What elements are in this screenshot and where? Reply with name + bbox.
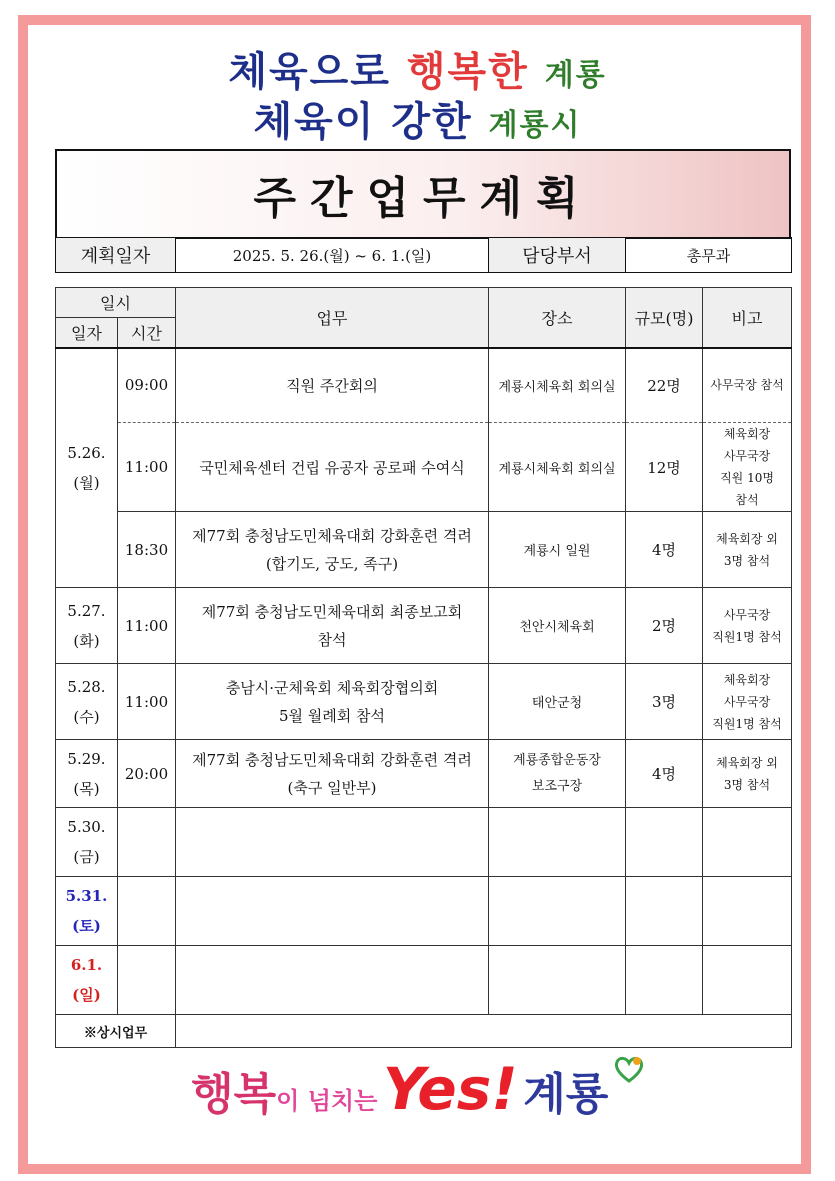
task-line: 제77회 충청남도민체육대회 강화훈련 격려: [192, 750, 472, 769]
title-box: [55, 149, 791, 239]
slogan-text: 강한: [391, 99, 473, 145]
time-cell: 11:00: [118, 423, 176, 512]
time-cell: [118, 946, 176, 1015]
date-cell: [56, 588, 118, 664]
note-line: 체육회장 외: [716, 531, 778, 546]
task-cell: 직원 주간회의: [176, 348, 489, 423]
weekday-text: (목): [73, 779, 100, 798]
time-cell: 11:00: [118, 588, 176, 664]
place-line: 보조구장: [531, 778, 583, 794]
header-task: 업무: [176, 288, 489, 348]
task-cell: [176, 512, 489, 588]
note-line: 체육회장 외: [716, 755, 778, 770]
task-line: 5월 월례회 참석: [279, 706, 386, 725]
task-cell: [176, 877, 489, 946]
task-line: 제77회 충청남도민체육대회 최종보고회: [201, 602, 463, 621]
dept-label: 담당부서: [489, 238, 626, 273]
weekday-text: (금): [73, 848, 100, 866]
plan-date-value: 2025. 5. 26.(월) ~ 6. 1.(일): [176, 238, 489, 273]
date-cell: [56, 946, 118, 1015]
task-cell: [176, 740, 489, 808]
footer-text: Yes!: [382, 1055, 518, 1123]
note-line: 직원 10명: [720, 471, 774, 485]
date-cell: [56, 664, 118, 740]
date-cell: [56, 348, 118, 588]
date-cell: [56, 877, 118, 946]
slogan-text: 체육으로: [228, 49, 391, 95]
place-cell: [489, 946, 626, 1015]
task-line: (합기도, 궁도, 족구): [265, 554, 399, 573]
task-line: (축구 일반부): [287, 778, 377, 797]
weekday-text: (일): [72, 986, 101, 1004]
dept-value: 총무과: [626, 238, 792, 273]
header-date: 일자: [56, 318, 118, 348]
footer-text: 행복: [191, 1069, 277, 1120]
place-cell: 천안시체육회: [489, 588, 626, 664]
date-text: 5.31.: [65, 887, 108, 905]
footer-text: 계룡: [523, 1069, 609, 1120]
note-cell: [703, 664, 792, 740]
info-table: [55, 237, 792, 273]
note-cell: [703, 808, 792, 877]
note-line: 체육회장: [723, 427, 771, 441]
task-cell: 국민체육센터 건립 유공자 공로패 수여식: [176, 423, 489, 512]
task-cell: [176, 664, 489, 740]
date-text: 6.1.: [70, 956, 103, 974]
weekday-text: (수): [73, 707, 100, 726]
date-text: 5.28.: [67, 677, 106, 696]
weekday-text: (월): [73, 473, 100, 492]
date-cell: [56, 740, 118, 808]
slogan-line-1: [0, 40, 835, 97]
note-line: 사무국장: [723, 694, 771, 709]
task-line: 참석: [317, 630, 347, 649]
note-cell: [703, 512, 792, 588]
date-cell: [56, 808, 118, 877]
date-text: 5.27.: [67, 601, 106, 620]
footer-text: 이 넘치는: [276, 1087, 378, 1115]
place-cell: [489, 877, 626, 946]
place-cell: [489, 808, 626, 877]
header-place: 장소: [489, 288, 626, 348]
task-line: 제77회 충청남도민체육대회 강화훈련 격려: [192, 526, 472, 545]
note-line: 참석: [735, 493, 759, 507]
scale-cell: 4명: [626, 740, 703, 808]
task-cell: [176, 588, 489, 664]
scale-cell: [626, 946, 703, 1015]
date-text: 5.30.: [67, 818, 106, 836]
task-cell: [176, 946, 489, 1015]
time-cell: 11:00: [118, 664, 176, 740]
place-cell: [489, 740, 626, 808]
routine-label: ※상시업무: [56, 1015, 176, 1048]
scale-cell: 2명: [626, 588, 703, 664]
note-cell: [703, 946, 792, 1015]
plan-date-label: 계획일자: [56, 238, 176, 273]
date-text: 5.26.: [67, 443, 106, 462]
note-cell: [703, 588, 792, 664]
note-cell: [703, 740, 792, 808]
place-line: 계룡종합운동장: [513, 752, 601, 768]
scale-cell: 4명: [626, 512, 703, 588]
task-line: 충남시·군체육회 체육회장협의회: [225, 678, 439, 697]
slogan-line-2: [0, 90, 835, 147]
time-cell: 18:30: [118, 512, 176, 588]
note-cell: [703, 348, 792, 423]
header-datetime: 일시: [56, 288, 176, 318]
header-note: 비고: [703, 288, 792, 348]
slogan-text: 계룡: [544, 58, 607, 93]
place-cell: 계룡시체육회 회의실: [489, 423, 626, 512]
note-line: 사무국장: [723, 607, 771, 622]
note-line: 체육회장: [723, 672, 771, 687]
weekday-text: (토): [72, 917, 101, 935]
time-cell: 09:00: [118, 348, 176, 423]
date-text: 5.29.: [67, 749, 106, 768]
time-cell: [118, 877, 176, 946]
place-cell: 계룡시 일원: [489, 512, 626, 588]
time-cell: 20:00: [118, 740, 176, 808]
scale-cell: 3명: [626, 664, 703, 740]
heart-icon: [614, 1055, 644, 1083]
note-line: 직원1명 참석: [712, 629, 782, 644]
header-scale: 규모(명): [626, 288, 703, 348]
footer-logo: [0, 1055, 835, 1123]
header-time: 시간: [118, 318, 176, 348]
note-cell: [703, 423, 792, 512]
scale-cell: 22명: [626, 348, 703, 423]
slogan-text: 행복한: [406, 49, 529, 95]
place-cell: 태안군청: [489, 664, 626, 740]
schedule-table: [55, 287, 792, 1048]
time-cell: [118, 808, 176, 877]
note-line: 3명 참석: [723, 553, 771, 568]
page-title: 주간업무계획: [253, 173, 593, 224]
note-line: 사무국장: [723, 449, 771, 463]
slogan-text: 체육이: [253, 99, 376, 145]
slogan-text: 계룡시: [488, 108, 582, 143]
place-cell: 계룡시체육회 회의실: [489, 348, 626, 423]
scale-cell: [626, 808, 703, 877]
note-line: 3명 참석: [723, 777, 771, 792]
note-line: 직원1명 참석: [712, 716, 782, 731]
note-cell: [703, 877, 792, 946]
scale-cell: [626, 877, 703, 946]
weekday-text: (화): [73, 631, 100, 650]
note-line: 사무국장 참석: [710, 378, 784, 393]
scale-cell: 12명: [626, 423, 703, 512]
task-cell: [176, 808, 489, 877]
routine-cell: [176, 1015, 792, 1048]
